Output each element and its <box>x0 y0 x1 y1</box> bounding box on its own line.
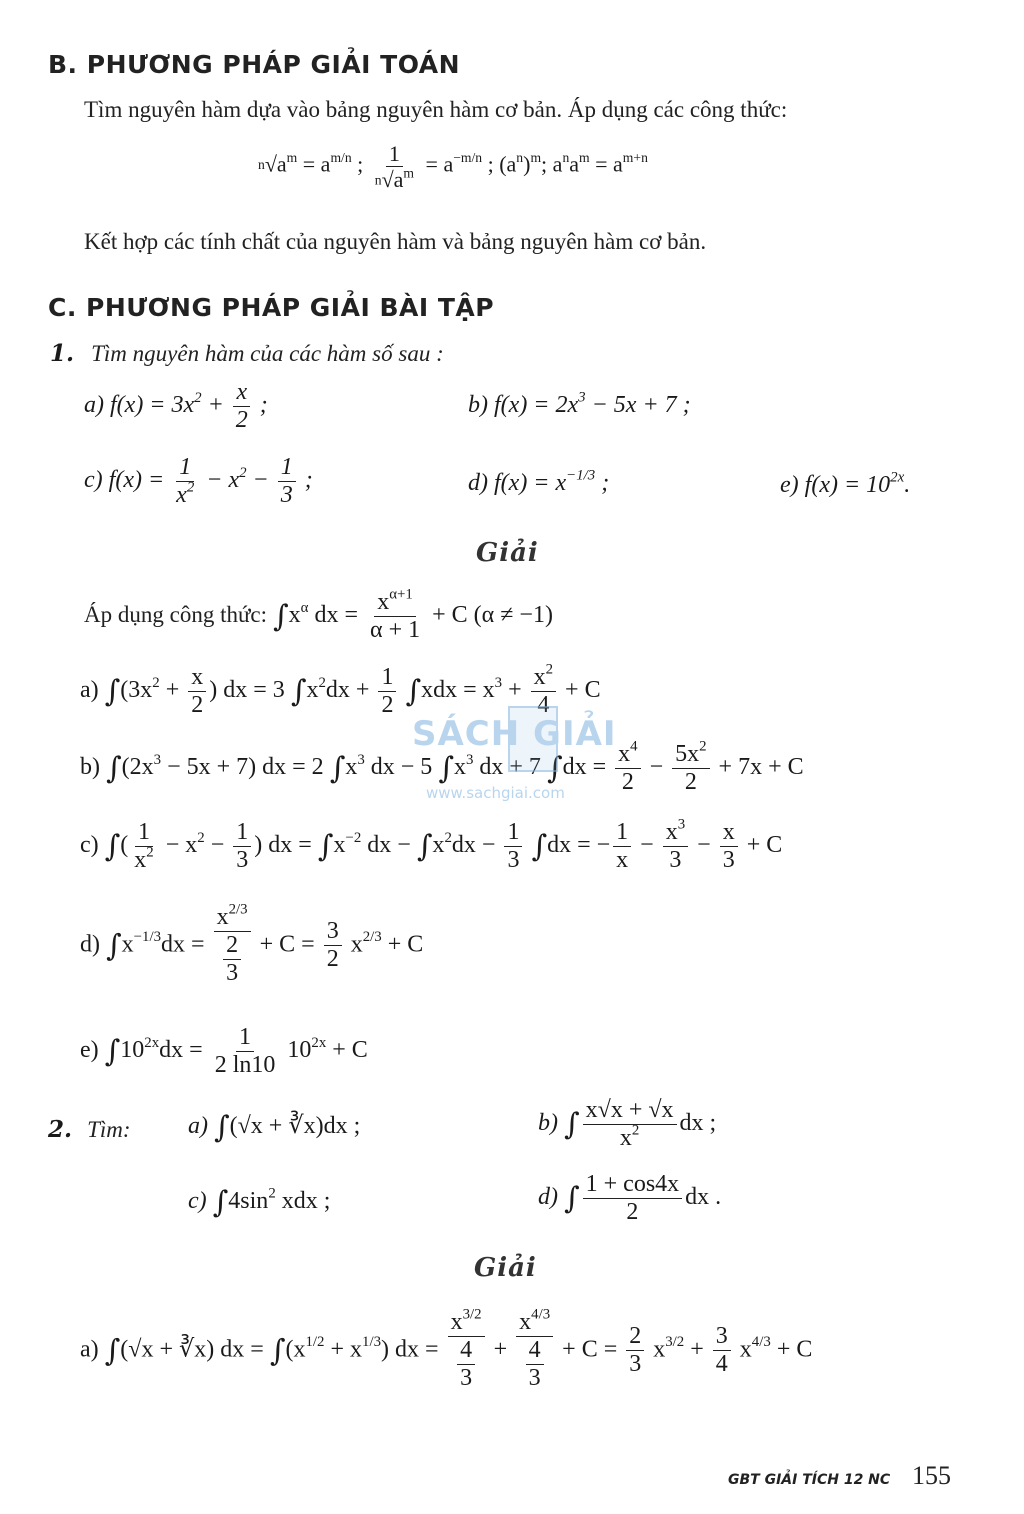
solution-1-formula: Áp dụng công thức: $\int x^\alpha$ dx = $\frac{x^{\alpha+1}}{\alpha + 1}$ + C (α ≠ −1) <box>84 586 553 644</box>
problem-2-number: 2. <box>48 1116 73 1143</box>
problem-1e-label: e) <box>780 472 799 498</box>
problem-2d: d) ∫ $\frac{1 + \cos 4x}{2}$ dx . <box>538 1171 722 1226</box>
formula-roots: $^n√a^m = a^{m/n}$ ; $\frac{1}{^n√a^m}$ = $a^{-m/n}$ ; $(a^n)^m$; $a^na^m = a^{m+n}$ <box>258 141 648 193</box>
solution-1c-label: c) <box>80 832 99 859</box>
problem-1c-label: c) <box>84 467 103 494</box>
solution-1a-label: a) <box>80 677 99 704</box>
solution-1b-label: b) <box>80 754 100 781</box>
watermark <box>412 706 617 806</box>
solution-2-heading: Giải <box>474 1253 537 1283</box>
watermark-text: SÁCH GIẢI <box>412 714 617 754</box>
problem-1d: d) $f(x) = x^{-1/3}$ ; <box>468 467 610 496</box>
problem-1e: e) $f(x) = 10^{2x}$. <box>780 469 911 498</box>
solution-1c: c) ∫( $\frac{1}{x^2}$ − $x^2$ − $\frac{1}{3}$ ) dx = $\int x^{-2}$ dx − $\int x^2dx$ − $\frac{1}{3}$ ∫dx = − $\frac{1}{x}$ − $\frac{x^3}{3}$ − $\frac{x}{3}$ + C <box>80 816 783 874</box>
solution-1d: d) $\int x^{-1/3}dx$ = $\frac{x^{2/3}}{\frac{2}{3}}$ + C = $\frac{3}{2}$ $x^{2/3} + C$ <box>80 901 424 987</box>
problem-1-number: 1. <box>50 340 75 367</box>
problem-2-header <box>48 1116 131 1143</box>
problem-2-prompt: Tìm: <box>87 1117 131 1142</box>
solution-1-heading: Giải <box>476 538 539 568</box>
problem-1a-label: a) <box>84 392 104 419</box>
problem-1b: b) $f(x) = 2x^3 - 5x + 7$ ; <box>468 389 691 418</box>
solution-2a-label: a) <box>80 1336 99 1363</box>
problem-2b: b) ∫ $\frac{x√x + √x}{x^2}$ dx ; <box>538 1097 717 1152</box>
problem-1b-label: b) <box>468 392 488 418</box>
problem-2c-label: c) <box>188 1188 207 1215</box>
footer-book-title: GBT GIẢI TÍCH 12 NC <box>728 1472 891 1488</box>
solution-1-apply: Áp dụng công thức: <box>84 602 268 628</box>
problem-1-header <box>50 340 444 367</box>
problem-2d-label: d) <box>538 1184 558 1211</box>
solution-1b: b) $\int(2x^3 - 5x + 7)$ dx = 2 $\int x^3$ dx − 5 $\int x^3$ dx + 7 ∫dx = $\frac{x^4}{2}$ − $\frac{5x^2}{2}$ + 7x + C <box>80 738 804 796</box>
solution-1e: e) $\int 10^{2x}dx$ = $\frac{1}{2 \ln 10}$ $10^{2x} + C$ <box>80 1024 368 1079</box>
problem-1d-label: d) <box>468 470 488 496</box>
problem-2c: c) $\int 4\sin^2$ xdx ; <box>188 1185 331 1220</box>
problem-1-prompt: Tìm nguyên hàm của các hàm số sau : <box>91 341 444 366</box>
problem-2b-label: b) <box>538 1110 558 1137</box>
watermark-url: www.sachgiai.com <box>426 784 565 802</box>
solution-1a: a) $\int(3x^2$ + $\frac{x}{2}$ ) dx = 3 $\int x^2dx$ + $\frac{1}{2}$ $\int xdx = x^3$ + $\frac{x^2}{4}$ + C <box>80 661 601 719</box>
section-c-title: C. PHƯƠNG PHÁP GIẢI BÀI TẬP <box>48 293 495 322</box>
section-b-title: B. PHƯƠNG PHÁP GIẢI TOÁN <box>48 50 461 79</box>
problem-1a: a) $f(x) = 3x^2$ + $\frac{x}{2}$ ; <box>84 379 268 434</box>
problem-1c: c) f(x) = $\frac{1}{x^2}$ − $x^2$ − $\frac{1}{3}$ ; <box>84 454 313 509</box>
solution-2a: a) ∫(√x + ∛x) dx = $\int(x^{1/2} + x^{1/3})$ dx = $\frac{x^{3/2}}{\frac{4}{3}}$ + $\frac{x^{4/3}}{\frac{4}{3}}$ + C = $\frac{2}{3}$ $x^{3/2}$ + $\frac{3}{4}$ $x^{4/3} + C$ <box>80 1306 813 1392</box>
solution-1e-label: e) <box>80 1037 99 1064</box>
problem-2a: a) ∫(√x + ∛x)dx ; <box>188 1110 361 1145</box>
solution-1d-label: d) <box>80 931 100 958</box>
section-b-intro: Tìm nguyên hàm dựa vào bảng nguyên hàm cơ bản. Áp dụng các công thức: <box>84 97 788 122</box>
problem-2a-label: a) <box>188 1113 208 1140</box>
page-number: 155 <box>912 1461 951 1490</box>
section-b-conclusion: Kết hợp các tính chất của nguyên hàm và bảng nguyên hàm cơ bản. <box>84 229 707 254</box>
